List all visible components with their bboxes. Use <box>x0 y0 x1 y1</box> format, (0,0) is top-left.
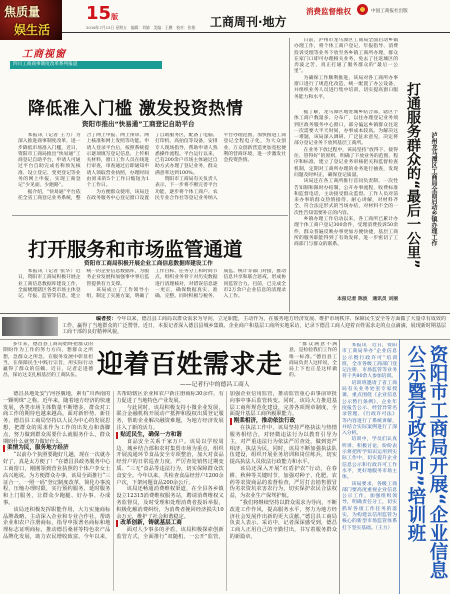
series-bar <box>10 61 162 69</box>
header-rule <box>62 32 450 33</box>
article-d-section-heading: 柔情为民，服务地方经济 <box>3 445 110 452</box>
article-d-paragraph: 德昌县地处安宁河谷腹地，素有“川西南的一颗明珠”之称。近年来，随着地方经济的快速发展，各类市场主体数量不断增多，群众对工商工作的期待也越来越高。面对新形势、新任务，德昌县工商局坚持以人民为中心的发展思想，把群众的需求作为工作的出发点和落脚点，努力做到群众需要什么就服务什么，群众期盼什么就努力做好什么。 <box>3 391 111 445</box>
article-d-paragraph: 该局还积极发挥职能作用，大力实施商标品牌战略，主动深入企业和专业合作社，帮助企业和农户注册商标，指导申报著名商标和地理标志证明商标，推动德昌桑葚等特色农产品品牌化发展，助力农民增收致富。今年以来，共帮助辖区企业和农户新注册商标30余件，有力促进了当地特色产业发展。 <box>3 391 224 540</box>
feature-photo <box>2 317 58 336</box>
dateline: 2016年7月15日 星期五 编辑：刘婧 美编：王鹏 校对：张敏 <box>86 25 196 30</box>
article-d-lead-left <box>3 342 93 389</box>
article-d-subhead: ——记者行中的德昌工商人 <box>180 382 250 388</box>
divider-d-e <box>339 339 340 594</box>
article-d-lead-left-paragraph: 多年来，德昌县工商局始终把群众的期盼作为工作的努力方向，想群众之所想，急群众之所急，在服务发展中彰显担当，在保障民生中践行宗旨，用实际行动赢得了群众的信赖。近日，记者走进德昌，探访这支扎根基层的工商队伍。 <box>3 342 93 379</box>
page-number-value: 15 <box>86 3 112 24</box>
series-bar-label: 四川工商商事制度改革系列报道 <box>13 62 78 67</box>
article-a-body <box>18 133 286 209</box>
masthead-logo <box>0 0 62 40</box>
masthead-logo-line-1: 焦质量 <box>4 5 41 19</box>
editor-note-label: 编者按： <box>96 316 117 322</box>
divider-note <box>0 339 450 340</box>
column-logo: 工商视窗 <box>22 49 66 60</box>
article-c-headline: 打通服务群众的“最后一公里” <box>405 82 421 269</box>
page-number <box>86 3 118 24</box>
article-e-paragraph: 培训班邀请了省工商局有关业务处室专家授课，重点围绕《企业信息公示暂行条例》、企业年度报告公示、经营异常名录管理、《行政许可法》等内容进行了系统讲解，并结合实际案例进行了深入分析。 <box>342 380 397 437</box>
article-c-lead-paragraph: 为确保工作顺利推进，该局对各工商所办事窗口进行了规范化改造，统一配置了办公设备，并组织业务人员进行集中培训，切实提高窗口服务能力和水平。 <box>294 75 398 100</box>
editor-note <box>62 316 446 337</box>
article-d-paragraph: 该局还畅通消费维权渠道，在全县各乡镇设立12315消费维权服务站，聘请消费维权义务监督员，及时受理和处理消费者投诉举报，积极化解消费纠纷，为消费者挽回经济损失10余万元，维护了社会和谐稳定。 <box>116 486 224 520</box>
article-c-body <box>294 110 398 288</box>
article-e-body <box>342 343 397 590</box>
article-c-paragraph: 在业务下放过程中，该局坚持“放得下、接得住、管得好”的原则，明确了下放业务的范围、程序和标准，建立了登记业务审核把关和监督检查机制，定期对工商所办理的业务进行抽查，发现问题及时纠正，确保登记质量。 <box>294 147 398 178</box>
masthead-right-sub: 中国工商报社出版 <box>371 9 408 14</box>
article-e-paragraph: 本报讯 近日，资阳市工商局举办“企业信息公示暨行政许可”培训班，全市各级工商部门登记注册、市场监管等业务骨干共80余人参加培训。 <box>342 343 397 380</box>
article-c-paragraph: 乡镇办理工作启动以来，各工商所已累计办理个体工商户登记300余件，受理消费投诉50余件，群众普遍反映办事更加方便快捷，基层工商所的服务职能得到了有效发挥，进一步密切了工商部门与群众的联系。 <box>294 217 398 248</box>
editor-note-paragraph <box>62 316 446 336</box>
article-d-paragraph: 食品安全关系千家万户。该局以学校周边、城乡结合部和农村集贸市场为重点，组织开展流通环节食品安全专项整治，加大对食品经营户的日常巡查力度，严厉查处销售过期变质、“三无”食品等违法行为，切实保障群众饮食安全。今年以来，共检查食品经营户1200余户次，下架问题食品200余公斤。 <box>116 438 224 486</box>
article-d-headline: 迎着百姓需求走 <box>97 350 283 380</box>
article-e-paragraph: 该局要求，各级工商部门要高度重视企业信息公示工作，加强组织领导，明确责任分工，切实抓好各项工作任务的落实，为构建以信用监管为核心的新型市场监管体系打下坚实基础。（王力） <box>342 481 397 531</box>
divider-top-bottom <box>0 313 450 314</box>
article-a-subhead: 资阳市推出“快易通”工商登记自助平台 <box>82 120 195 128</box>
masthead-emblem-icon <box>357 4 368 15</box>
article-d-paragraph: 面对人少事多的矛盾，该局积极探索创新监管方式，全面推行“双随机、一公开”监管，加强企业信用监管，推动监管重心由事前审批向事中事后监管转变。同时，该局大力推进基层工商所规范化建设，完善各项规章制度，全面提升基层工商所履职能力。 <box>116 391 337 541</box>
article-b-headline: 打开服务和市场监管通道 <box>28 238 243 261</box>
article-d-paragraph: “我们将继续坚持以群众需求为导向，不断改进工作作风，提高服务水平，努力为地方经济社会发展作出新的更大贡献。”德昌县工商局负责人表示。采访中，记者深深感受到，德昌工商人正用自己的辛勤付出，书写着服务群众的新篇章。 <box>229 499 337 540</box>
article-a-paragraph: 为方便群众使用，该局还在政务服务中心登记窗口设置了自助服务区，配备了电脑、打印机、高拍仪等设备，安排专人现场指导，帮助申请人熟悉操作流程。平台运行以来，已有200余户市场主体通过自助方式办理了登记业务，群众满意率达到100%。 <box>86 133 218 201</box>
article-a-paragraph: 本报讯（记者 王力）为深入推进商事制度改革，进一步降低市场准入门槛，近日，资阳市工商局推出“快易通”工商登记自助平台，申请人可通过平台自助完成名称预先核准、设立登记、变更登记等业务的网上申报，实现工商登记“少见面、少跑路”。 <box>18 133 81 189</box>
article-d-paragraph: 与此同时，该局积极支持小微企业发展，联合金融机构开展动产抵押和股权出质登记服务，帮助企业解决融资难题，为地方经济发展注入了新的活力。 <box>116 404 224 431</box>
article-b-paragraph: 本报讯（记者 张华）近日，资阳市工商局积极开展企业工商信息数据库建设工作，全面梳理辖区各类市场主体登记、年报、监管等信息，建立统一的企业信息数据库，为服务企业发展和加强事中事后监管提供有力支撑。 <box>18 269 149 300</box>
article-b-subhead: 资阳市工商局积极开展企业工商信息数据库建设工作 <box>84 261 213 267</box>
masthead-right-title: 消费监督维权 <box>306 7 351 16</box>
article-c-subhead: 泸州龙马潭区工商局全面启动乡镇办理工作 <box>430 132 437 246</box>
divider-a-b <box>12 215 288 216</box>
divider-e-title <box>399 339 400 594</box>
article-a-paragraph: 据介绍，“快易通”平台依托全省工商登记业务系统，整合了网上申报、网上预审、网上核准和网上发照等功能。申请人登录平台后，按照系统提示逐项填写登记信息、上传相关材料，窗口工作人员在线进行审查，审查通过后即通知申请人领取营业执照，办理时间由原来的5个工作日缩短为1个工作日。 <box>18 133 149 201</box>
masthead-logo-line-2: 娱生活 <box>14 23 51 37</box>
article-d-lead-right-paragraph: “群众满意不满意，是检验我们工作的唯一标准。”德昌县工商局负责人这样说，全局上下也正是这样做的。 <box>289 342 337 379</box>
article-e-paragraph: 培训中，学员们认真听讲、积极讨论，纷纷表示将把所学知识运用到实际工作中，切实提升企业信息公示和行政许可工作水平，更好地服务市场主体。 <box>342 437 397 481</box>
article-b-paragraph: 该局成立了工作领导小组，制定了实施方案，明确了工作目标、任务分工和时间节点，组织业务骨干对历史数据进行清理核对，对错误信息逐一更正，确保数据真实、准确、完整。同时积极与税务、质监、统计等部门对接，推动信息共享和联合惩戒，形成协同监管合力。目前，已完成全市2万余户企业信息的清理录入工作。 <box>86 269 286 300</box>
article-b-body <box>18 269 286 311</box>
article-d-section-heading: 刚柔相济，推动依法行政 <box>230 418 337 425</box>
article-d-section-heading: 贴近民生，确保一方和谐 <box>116 432 223 439</box>
article-a-headline: 降低准入门槛 激发投资热情 <box>28 99 244 119</box>
article-e-headline: 资阳市工商局开展“企业信息公示暨行政许可”培训班 <box>405 345 448 580</box>
article-d-lead-right <box>289 342 337 389</box>
article-c-paragraph: 据了解，龙马潭区地处城乡结合部，辖区个体工商户数量多、分布广，以往办理登记业务须到区政务服务中心窗口，部分偏远乡镇群众往返一次需要大半天时间，办事成本较高。为解决这一难题，该局深入调研、广泛征求意见，决定将部分登记业务下放到基层工商所。 <box>294 110 398 147</box>
divider-left-right <box>289 38 290 312</box>
editor-note-text: 今年以来，德昌县工商局以群众需求为导向，立足职能，主动作为，在服务地方经济发展、维护市场秩序、保障民生安全等方面做了大量卓有成效的工作，赢得了当地群众的广泛赞誉。近日，本报记者深入德昌县城乡集镇、企业商户和基层工商所实地采访，记录下德昌工商人迎着百姓需求走的点点滴滴，展现新时期基层工商干部的良好精神风貌。 <box>62 316 446 336</box>
article-c-paragraph: 该局还在各工商所推行首问负责制、一次性告知制和限时办结制，公开办事流程、收费标准和监督电话，主动接受群众监督。工作人员对前来办事的群众热情接待、耐心讲解，对材料齐全、符合法定形式的当场办结，对材料不全的一次性告知需要补正的内容。 <box>294 179 398 216</box>
article-a-paragraph: 资阳市工商局有关负责人表示，下一步将不断完善平台功能，逐步将个体工商户、农民专业合作社等登记业务纳入平台办理范围，加快推进工商登记全程电子化，为大众创业、万众创新营造更加宽松便利的营商环境，进一步激发社会投资热情。 <box>155 133 286 201</box>
article-d-paragraph: 在执法工作中，该局坚持严格执法与热情服务相结合，对轻微违法行为以教育引导为主，对严重违法行为依法严厉查处，做到宽严相济、执法为民。同时，该局不断加强执法队伍建设，组织开展业务培训和岗位练兵，切实提高执法人员依法行政能力和水平。 <box>229 425 337 466</box>
article-c-lead-paragraph: 日前，泸州市龙马潭区工商局全面启动乡镇办理工作，将个体工商户登记、年报指导、消费投诉受理等业务下放至各乡镇工商所办理，群众在家门口即可办理相关业务，免去了往返城区的奔波之苦，真正打通了服务群众的“最后一公里”。 <box>294 38 398 75</box>
article-d-body <box>3 391 337 591</box>
page-number-unit: 版 <box>111 13 119 21</box>
article-c-byline: 本报记者 陈波 通讯员 刘丽 <box>337 297 398 302</box>
article-d-paragraph: “以前办个执照要跑好几趟，现在一次就办好了，真是太方便了！”在德昌县政务服务中心工商窗口，刚刚领到营业执照的个体户李女士高兴地说。为方便群众办事，该局全面推行“三证合一、一照一码”登记制度改革，简化办事流程，压缩办理时限，实行预约服务、延时服务和上门服务，让群众少跑腿、好办事、办成事。 <box>3 452 111 506</box>
section-title: 工商周刊·地方 <box>210 15 287 29</box>
article-d-paragraph: 该局还深入开展“红盾护农”行动，在春耕、秋种等关键时节，加强对种子、化肥、农药等农资商品的监督检查，严厉打击销售假冒伪劣农资坑农害农行为，切实保护农民合法权益，为农业生产保驾护航。 <box>229 465 337 500</box>
article-d-section-heading: 改革创新，铸就基层工商 <box>116 520 223 527</box>
article-c-lead <box>294 38 398 108</box>
